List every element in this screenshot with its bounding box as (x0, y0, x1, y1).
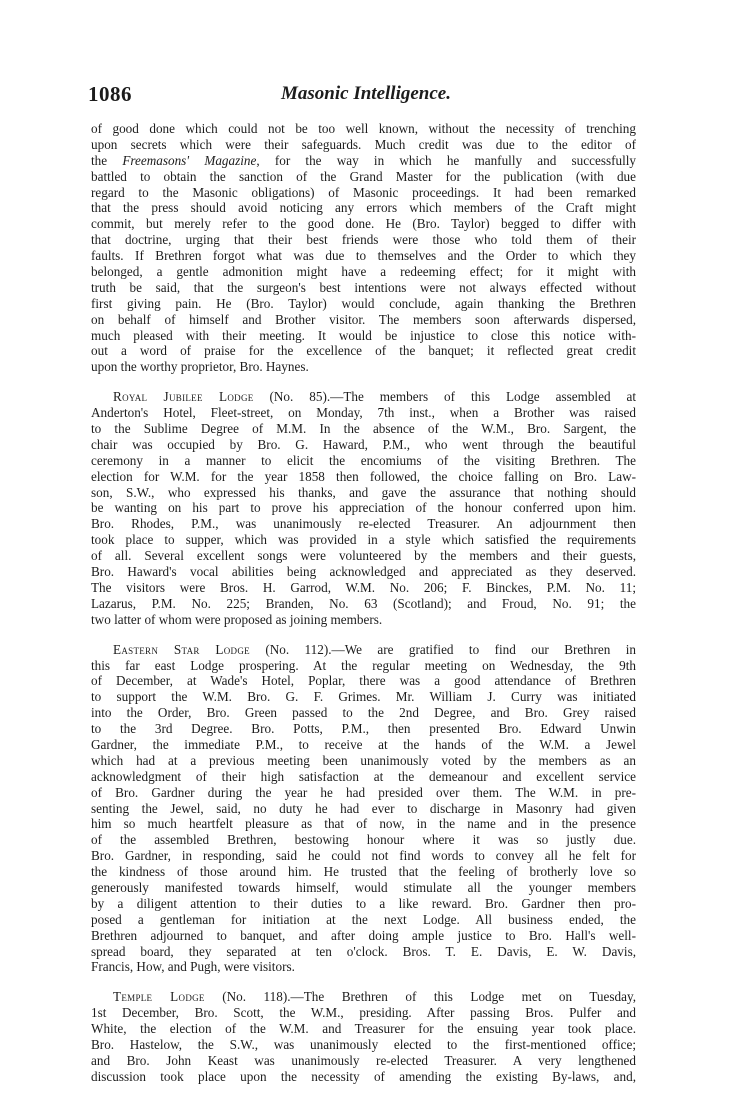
text-line: Bro. Hastelow, the S.W., was unanimously elected to the first-mentioned office; (91, 1036, 636, 1052)
body-text (91, 121, 636, 1099)
text-line: took place to supper, which was provided in a style which satisfied the requirements (91, 532, 636, 548)
magazine-title: Freemasons' Magazine (122, 152, 257, 168)
text-line: posed a gentleman for initiation at the next Lodge. All business ended, the (91, 911, 636, 927)
text-line: the Freemasons' Magazine, for the way in which he manfully and successfully (91, 152, 636, 168)
text-line: truth be said, that the surgeon's best intentions were not always effected without (91, 279, 636, 295)
text-line: to the 3rd Degree. Bro. Potts, P.M., then presented Bro. Edward Unwin (91, 721, 636, 737)
text-line: which had at a previous meeting been unanimously voted by the members as an (91, 752, 636, 768)
text-line: Bro. Haward's vocal abilities being acknowledged and appreciated as they deserved. (91, 564, 636, 580)
text-line: of all. Several excellent songs were volunteered by the members and their guests, (91, 548, 636, 564)
text-line: regard to the Masonic obligations) of Masonic proceedings. It had been remarked (91, 184, 636, 200)
text-line: to the Sublime Degree of M.M. In the absence of the W.M., Bro. Sargent, the (91, 421, 636, 437)
text-line: first giving pain. He (Bro. Taylor) would conclude, again thanking the Brethren (91, 295, 636, 311)
text-line: 1st December, Bro. Scott, the W.M., presiding. After passing Bros. Pulfer and (91, 1005, 636, 1021)
running-title: Masonic Intelligence. (281, 83, 451, 104)
text-line: chair was occupied by Bro. G. Haward, P.M., who went through the beautiful (91, 436, 636, 452)
text-line: election for W.M. for the year 1858 then followed, the choice falling on Bro. Law- (91, 468, 636, 484)
lodge-name-heading: Royal Jubilee Lodge (113, 389, 254, 405)
text-line: generously manifested towards himself, would stimulate all the younger members (91, 879, 636, 895)
text-line: Bro. Rhodes, P.M., was unanimously re-elected Treasurer. An adjournment then (91, 516, 636, 532)
text-line: into the Order, Bro. Green passed to the 2nd Degree, and Bro. Grey raised (91, 705, 636, 721)
article-first-line (91, 642, 636, 658)
first-line-text: (No. 85).—The members of this Lodge assembled at (253, 389, 636, 405)
text-line: senting the Jewel, said, no duty he had ever to discharge in Masonry had given (91, 800, 636, 816)
text-line: commit, but merely refer to the good done. He (Bro. Taylor) begged to differ with (91, 216, 636, 232)
text-line: The visitors were Bros. H. Garrod, W.M. No. 206; F. Binckes, P.M. No. 11; (91, 579, 636, 595)
royal-jubilee-lodge-report (91, 389, 636, 627)
text-line: two latter of whom were proposed as joining members. (91, 611, 383, 627)
text-line: of the assembled Brethren, bestowing honour where it was so justly due. (91, 832, 636, 848)
page-header (88, 82, 644, 108)
text-line: Lazarus, P.M. No. 225; Branden, No. 63 (Scotland); and Froud, No. 91; the (91, 595, 636, 611)
text-line: upon the worthy proprietor, Bro. Haynes. (91, 359, 309, 375)
temple-lodge-report (91, 989, 636, 1084)
text-line: Anderton's Hotel, Fleet-street, on Monday, 7th inst., when a Brother was raised (91, 405, 636, 421)
text-line: that the press should avoid noticing any errors which members of the Craft might (91, 200, 636, 216)
text-line: this far east Lodge prospering. At the regular meeting on Wednesday, the 9th (91, 657, 636, 673)
text-line: ceremony in a manner to elicit the encomiums of the visiting Brethren. The (91, 452, 636, 468)
text-line: acknowledgment of their high satisfaction at the demeanour and excellent service (91, 768, 636, 784)
text-line: the kindness of those around him. He trusted that the feeling of brotherly love so (91, 864, 636, 880)
text-line: son, S.W., who expressed his thanks, and gave the assurance that nothing should (91, 484, 636, 500)
first-line-text: (No. 112).—We are gratified to find our Brethren in (249, 641, 636, 657)
page-number: 1086 (88, 82, 132, 106)
text-line: faults. If Brethren forgot what was due to themselves and the Order to which they (91, 248, 636, 264)
article-first-line (91, 389, 636, 405)
lodge-name-heading: Eastern Star Lodge (113, 641, 250, 657)
text-line: to support the W.M. Bro. G. F. Grimes. Mr. William J. Curry was initiated (91, 689, 636, 705)
article-first-line (91, 989, 636, 1005)
text-line: Gardner, the immediate P.M., to receive at the hands of the W.M. a Jewel (91, 736, 636, 752)
text-line: of Bro. Gardner during the year he had presided over them. The W.M. in pre- (91, 784, 636, 800)
text-line: battled to obtain the sanction of the Grand Master for the publication (with due (91, 168, 636, 184)
text-line: of good done which could not be too well known, without the necessity of trenching (91, 121, 636, 136)
text-line: that doctrine, urging that their best friends were those who told them of their (91, 232, 636, 248)
text-line: Bro. Gardner, in responding, said he could not find words to convey all he felt for (91, 848, 636, 864)
text-line: Brethren adjourned to banquet, and after doing ample justice to Bro. Hall's well- (91, 927, 636, 943)
continuation-paragraph (91, 121, 636, 375)
text-line: out a word of praise for the excellence of the banquet; it reflected great credit (91, 343, 636, 359)
text-line: White, the election of the W.M. and Treasurer for the ensuing year took place. (91, 1021, 636, 1037)
text-line: and Bro. John Keast was unanimously re-elected Treasurer. A very lengthened (91, 1052, 636, 1068)
text-line: by a diligent attention to their duties to a like reward. Bro. Gardner then pro- (91, 895, 636, 911)
first-line-text: (No. 118).—The Brethren of this Lodge met on Tuesday, (204, 989, 636, 1005)
text-line: upon secrets which were their safeguards. Much credit was due to the editor of (91, 136, 636, 152)
text-line: Francis, How, and Pugh, were visitors. (91, 959, 295, 975)
text-line: him so much heartfelt pleasure as that of now, in the name and in the presence (91, 816, 636, 832)
text-line: much pleased with their meeting. It would be injustice to close this notice with- (91, 327, 636, 343)
eastern-star-lodge-report (91, 642, 636, 976)
text-line: be wanting on his part to prove his appreciation of the honour conferred upon him. (91, 500, 636, 516)
text-line: on behalf of himself and Brother visitor. The members soon afterwards dispersed, (91, 311, 636, 327)
text-line: spread board, they separated at ten o'clock. Bros. T. E. Davis, E. W. Davis, (91, 943, 636, 959)
lodge-name-heading: Temple Lodge (113, 989, 205, 1005)
text-line: discussion took place upon the necessity of amending the existing By-laws, and, (91, 1068, 636, 1084)
text-line: of December, at Wade's Hotel, Poplar, there was a good attendance of Brethren (91, 673, 636, 689)
text-line: belonged, a gentle admonition might have a redeeming effect; for it might with (91, 264, 636, 280)
